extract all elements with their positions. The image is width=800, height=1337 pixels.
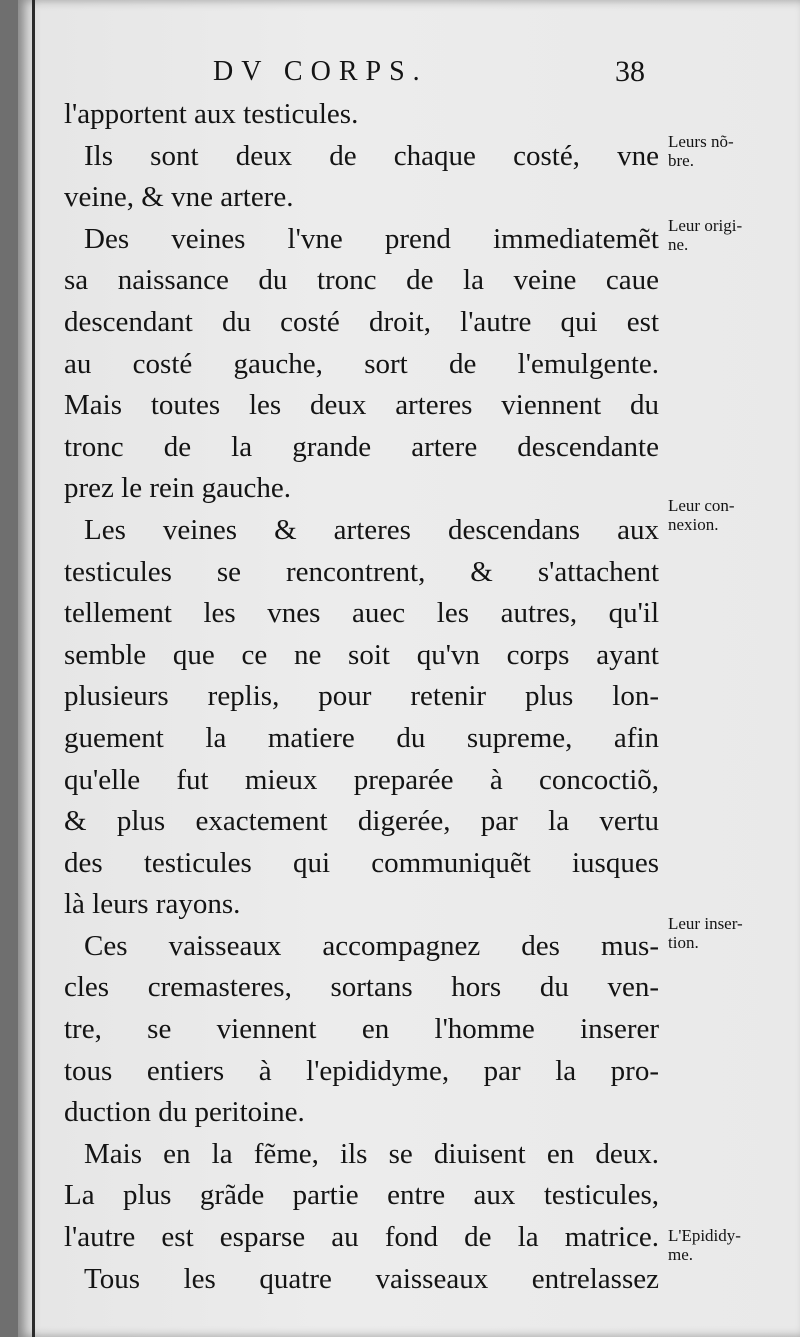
text-line: guement la matiere du supreme, afin — [64, 721, 659, 754]
body-text — [64, 94, 659, 1300]
text-line: tellement les vnes auec les autres, qu'il — [64, 597, 659, 630]
text-line: qu'elle fut mieux preparée à concoctiõ, — [64, 763, 659, 796]
text-line: Ces vaisseaux accompagnez des mus- — [84, 929, 659, 962]
text-line: duction du peritoine. — [64, 1096, 305, 1129]
page-gutter — [32, 0, 35, 1337]
text-line: Ils sont deux de chaque costé, vne — [84, 139, 659, 172]
margin-note-nombre: Leurs nõ- bre. — [668, 132, 734, 170]
text-line: plusieurs replis, pour retenir plus lon- — [64, 680, 659, 713]
page-header — [213, 52, 673, 92]
text-line: l'autre est esparse au fond de la matrice. — [64, 1221, 659, 1254]
text-line: au costé gauche, sort de l'emulgente. — [64, 347, 659, 380]
text-line: veine, & vne artere. — [64, 181, 294, 214]
text-line: Les veines & arteres descendans aux — [84, 513, 659, 546]
text-line: cles cremasteres, sortans hors du ven- — [64, 971, 659, 1004]
margin-note-origine: Leur origi- ne. — [668, 216, 743, 254]
margin-note-epididyme: L'Epididy- me. — [668, 1226, 741, 1264]
text-line: tronc de la grande artere descendante — [64, 430, 659, 463]
text-line: & plus exactement digerée, par la vertu — [64, 805, 659, 838]
text-line: Des veines l'vne prend immediatemẽt — [84, 222, 659, 255]
text-line: prez le rein gauche. — [64, 472, 292, 505]
text-line: tous entiers à l'epididyme, par la pro- — [64, 1054, 659, 1087]
text-line: Tous les quatre vaisseaux entrelassez — [84, 1262, 659, 1295]
text-line: testicules se rencontrent, & s'attachent — [64, 555, 659, 588]
text-line: semble que ce ne soit qu'vn corps ayant — [64, 638, 659, 671]
running-head: DV CORPS. — [213, 56, 428, 87]
page-number: 38 — [615, 55, 645, 88]
text-line: des testicules qui communiquẽt iusques — [64, 846, 659, 879]
text-line: tre, se viennent en l'homme inserer — [64, 1013, 659, 1046]
text-line: là leurs rayons. — [64, 888, 241, 921]
margin-note-insertion: Leur inser- tion. — [668, 914, 743, 952]
text-line: sa naissance du tronc de la veine caue — [64, 264, 659, 297]
text-line: La plus grãde partie entre aux testicules, — [64, 1179, 659, 1212]
margin-note-connexion: Leur con- nexion. — [668, 496, 735, 534]
text-line: Mais en la fẽme, ils se diuisent en deux. — [84, 1137, 659, 1170]
text-line: l'apportent aux testicules. — [64, 98, 359, 130]
book-page — [18, 0, 800, 1337]
text-line: Mais toutes les deux arteres viennent du — [64, 389, 659, 422]
text-line: descendant du costé droit, l'autre qui est — [64, 305, 659, 338]
